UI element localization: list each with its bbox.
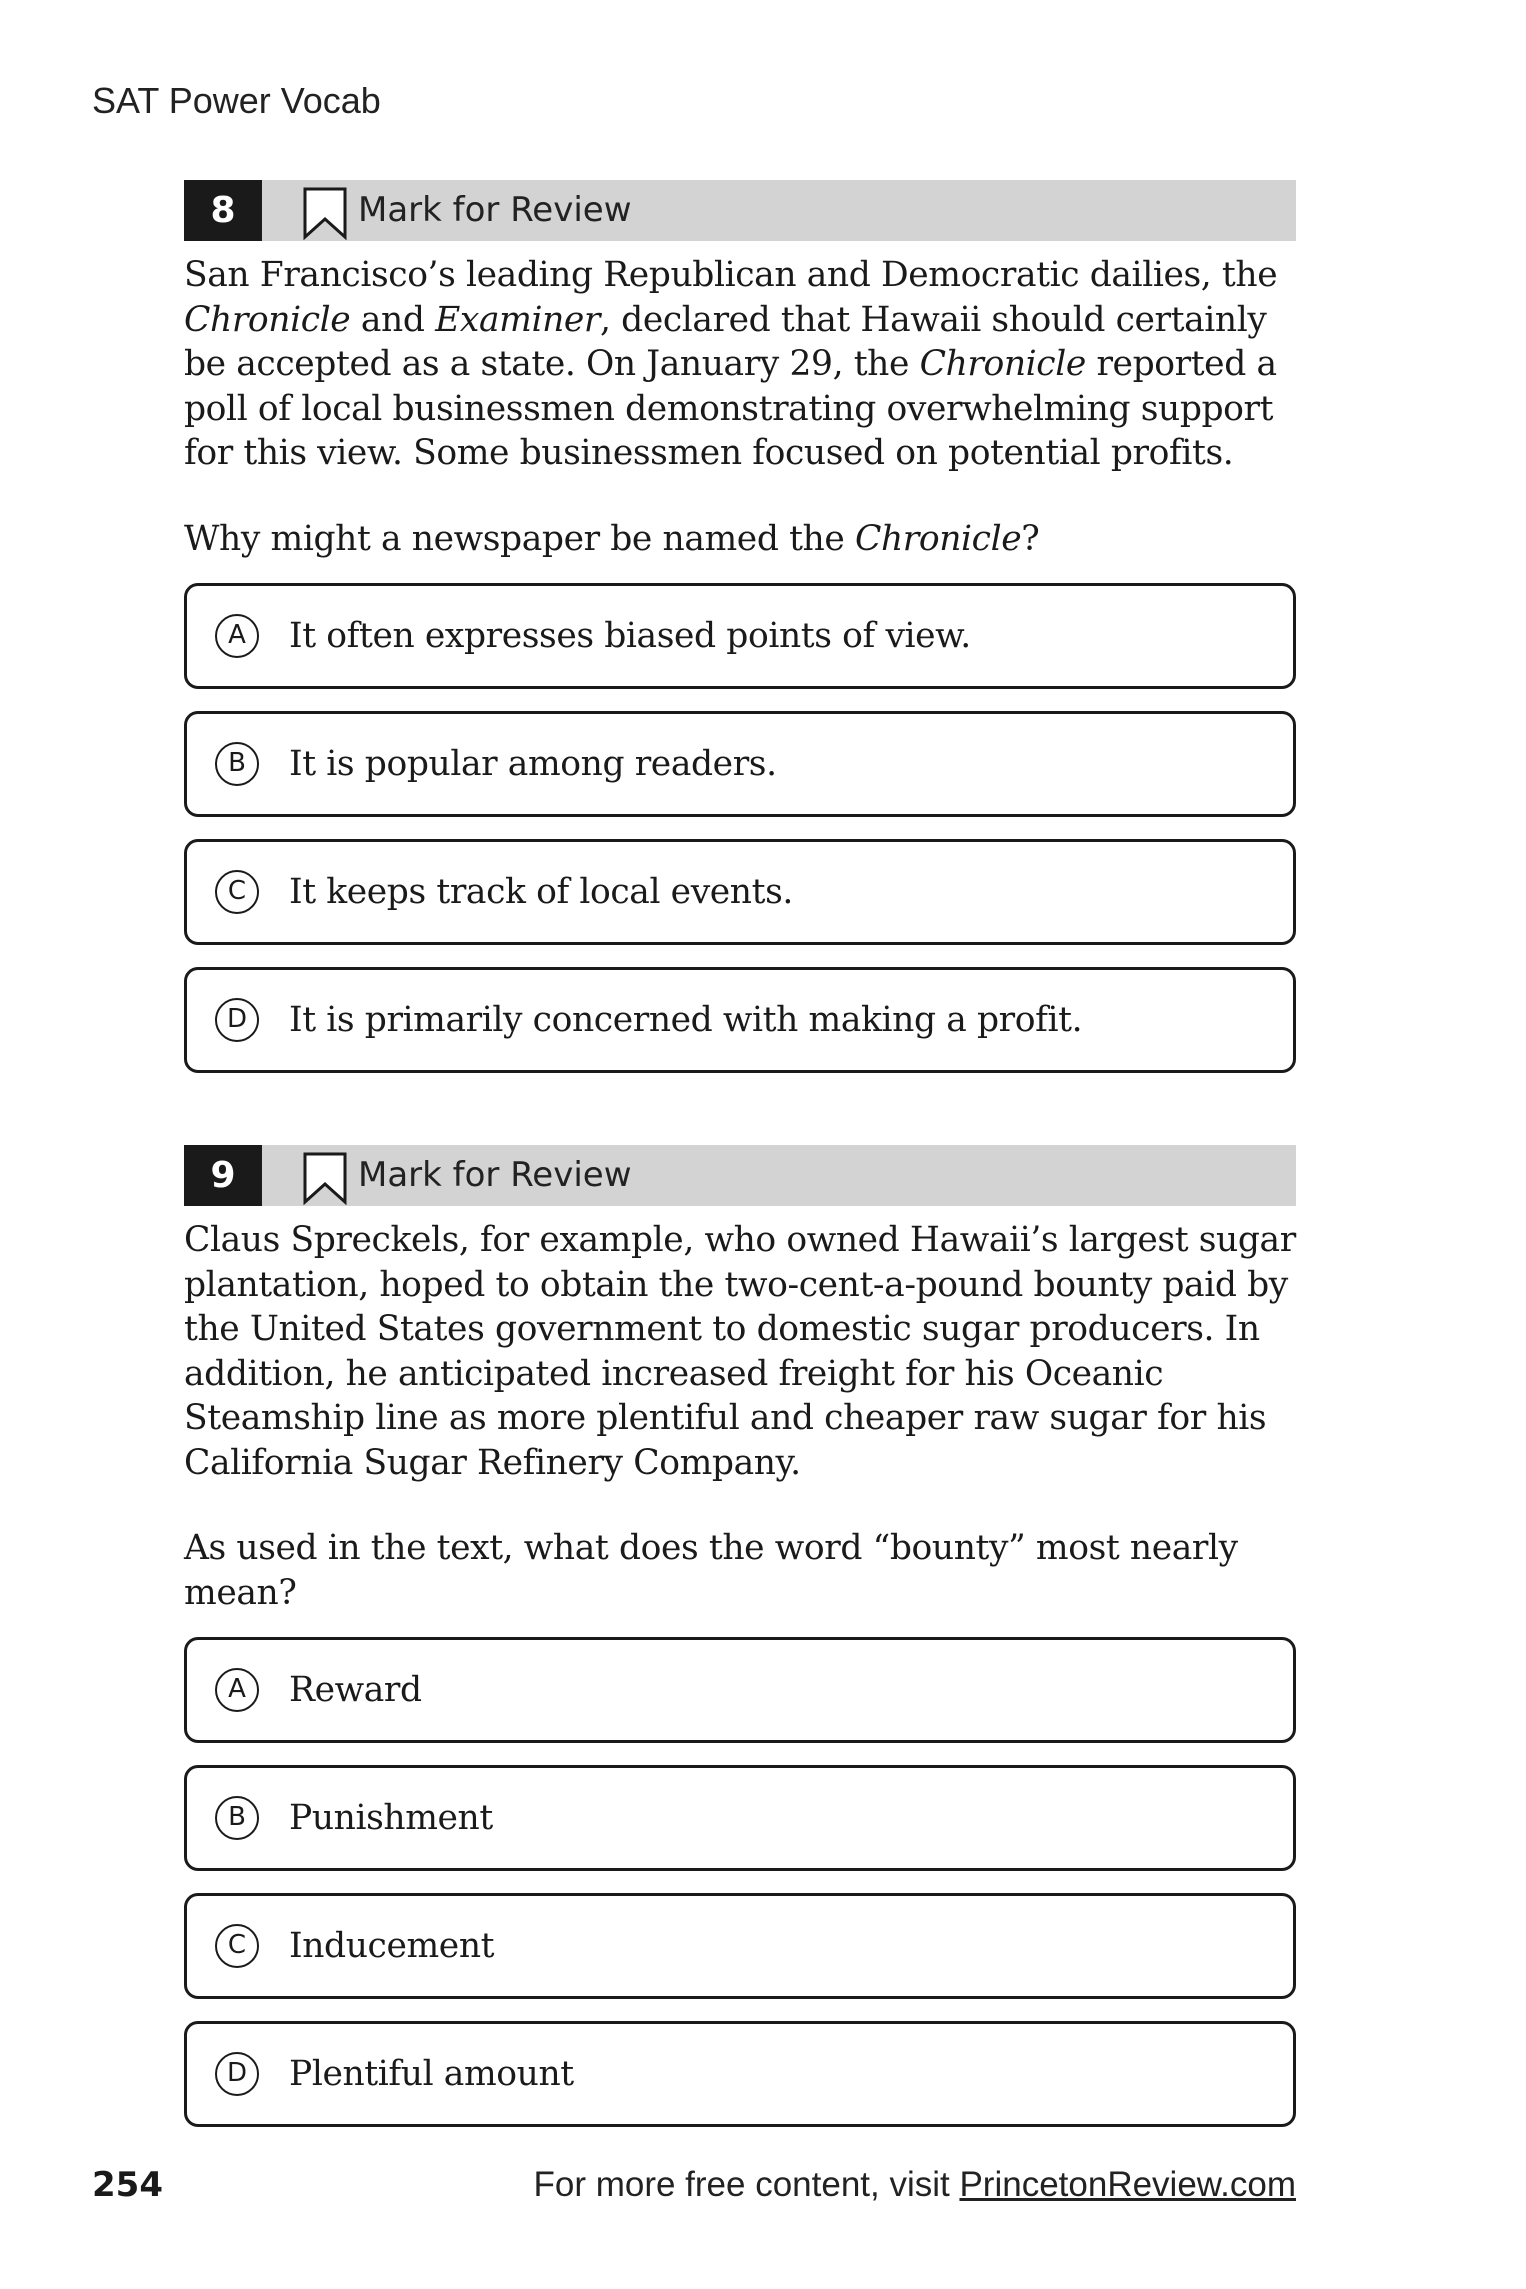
question-number: 8 — [184, 180, 262, 241]
footer-text: For more free content, visit PrincetonReview.com — [533, 2165, 1296, 2204]
choice-text: It often expresses biased points of view. — [289, 616, 971, 656]
choice-letter-badge: A — [215, 614, 259, 658]
choice-text: Inducement — [289, 1926, 495, 1966]
choice-d[interactable] — [184, 2021, 1296, 2127]
choice-text: It is popular among readers. — [289, 744, 777, 784]
choice-letter-badge: B — [215, 742, 259, 786]
question-8 — [184, 180, 1296, 1095]
choice-b[interactable] — [184, 711, 1296, 817]
choice-text: It keeps track of local events. — [289, 872, 793, 912]
choice-text: Reward — [289, 1670, 422, 1710]
question-header — [184, 1145, 1296, 1206]
choice-letter-badge: C — [215, 1924, 259, 1968]
passage: Claus Spreckels, for example, who owned Hawaii’s largest sugar plantation, hoped to obtain the two-cent-a-pound bounty paid by the United States government to domestic sugar producers. In addition, he anticipated increased freight for his Oceanic Steamship line as more plentiful and cheaper raw sugar for his California Sugar Refinery Company. — [184, 1220, 1296, 1483]
choice-letter-badge: D — [215, 998, 259, 1042]
bookmark-icon[interactable] — [302, 186, 348, 240]
question-number: 9 — [184, 1145, 262, 1206]
choice-text: It is primarily concerned with making a profit. — [289, 1000, 1083, 1040]
bookmark-icon[interactable] — [302, 1151, 348, 1205]
choice-text: Punishment — [289, 1798, 493, 1838]
running-head: SAT Power Vocab — [92, 80, 381, 121]
footer-link[interactable]: PrincetonReview.com — [959, 2165, 1296, 2204]
choice-text: Plentiful amount — [289, 2054, 574, 2094]
answer-choices — [184, 1637, 1296, 2127]
mark-for-review-label[interactable]: Mark for Review — [358, 1155, 632, 1195]
choice-letter-badge: A — [215, 1668, 259, 1712]
question-header — [184, 180, 1296, 241]
choice-a[interactable] — [184, 1637, 1296, 1743]
question-9 — [184, 1145, 1296, 2149]
question-prompt: Why might a newspaper be named the Chronicle? — [184, 518, 1040, 559]
choice-c[interactable] — [184, 1893, 1296, 1999]
question-prompt: As used in the text, what does the word “bounty” most nearly mean? — [184, 1528, 1238, 1613]
choice-letter-badge: D — [215, 2052, 259, 2096]
choice-a[interactable] — [184, 583, 1296, 689]
choice-letter-badge: C — [215, 870, 259, 914]
choice-c[interactable] — [184, 839, 1296, 945]
answer-choices — [184, 583, 1296, 1073]
choice-d[interactable] — [184, 967, 1296, 1073]
mark-for-review-label[interactable]: Mark for Review — [358, 190, 632, 230]
page-number: 254 — [92, 2165, 163, 2205]
choice-b[interactable] — [184, 1765, 1296, 1871]
choice-letter-badge: B — [215, 1796, 259, 1840]
passage: San Francisco’s leading Republican and Democratic dailies, the Chronicle and Examiner, declared that Hawaii should certainly be accepted as a state. On January 29, the Chronicle reported a poll of local businessmen demonstrating overwhelming support for this view. Some businessmen focused on potential profits. — [184, 255, 1278, 473]
